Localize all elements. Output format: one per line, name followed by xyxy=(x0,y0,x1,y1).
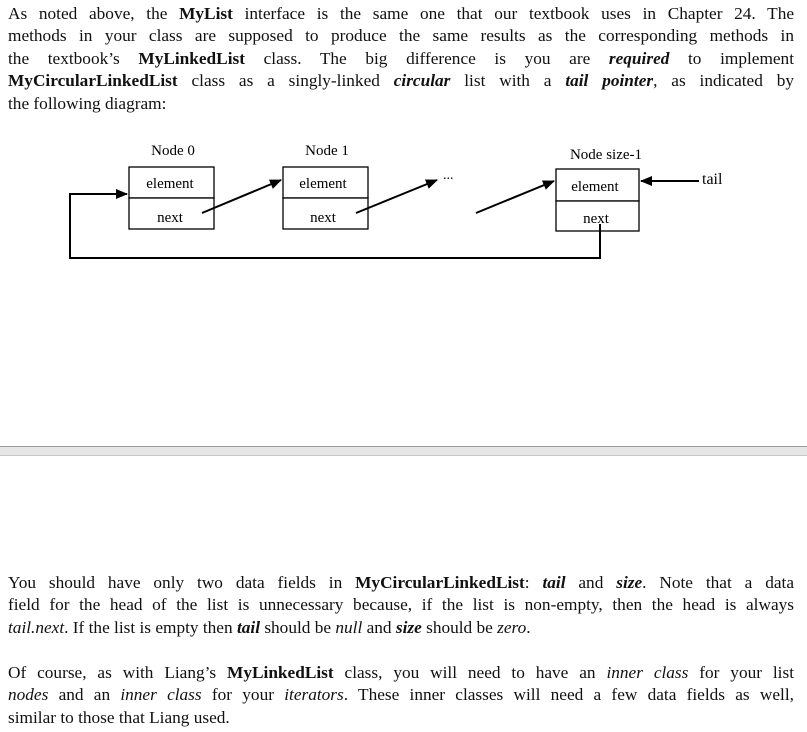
node-1-element-label: element xyxy=(299,176,347,192)
text-line: nodes and an inner class for your iterators. These inner classes will need a few data fields as well, xyxy=(8,685,794,705)
text-line: field for the head of the list is unnecessary because, if the list is non-empty, then the head is always xyxy=(8,595,794,615)
node-1-next-label: next xyxy=(310,210,336,226)
link-arrow-to-last-node xyxy=(476,181,554,213)
page-divider xyxy=(0,446,807,456)
inner-class-paragraph xyxy=(8,662,794,729)
text-line: the following diagram: xyxy=(8,93,167,113)
text-line: similar to those that Liang used. xyxy=(8,707,230,727)
text-line: Of course, as with Liang’s MyLinkedList class, you will need to have an inner class for your list xyxy=(8,663,795,682)
text-line: the textbook’s MyLinkedList class. The big difference is you are required to implement xyxy=(8,48,794,68)
node-0-title: Node 0 xyxy=(151,143,195,159)
text-line: tail.next. If the list is empty then tail should be null and size should be zero. xyxy=(8,617,531,637)
node-last-title: Node size-1 xyxy=(569,147,643,163)
data-fields-paragraph xyxy=(8,572,794,639)
tail-label: tail xyxy=(702,171,723,188)
text-line: MyCircularLinkedList class as a singly-linked circular list with a tail pointer, as indicated by xyxy=(8,71,794,91)
text-line: As noted above, the MyList interface is the same one that our textbook uses in Chapter 24. The xyxy=(8,4,795,23)
node-last-next-label: next xyxy=(583,211,609,227)
node-last-element-label: element xyxy=(571,179,619,195)
node-1-title: Node 1 xyxy=(305,143,349,159)
ellipsis-label: ... xyxy=(443,168,454,183)
intro-paragraph xyxy=(8,3,794,115)
node-0-next-label: next xyxy=(157,210,183,226)
text-line: methods in your class are supposed to produce the same results as the corresponding methods in xyxy=(8,26,794,46)
circular-linked-list-diagram xyxy=(0,130,807,270)
node-0-element-label: element xyxy=(146,176,194,192)
text-line: You should have only two data fields in MyCircularLinkedList: tail and size. Note that a data xyxy=(8,573,794,592)
